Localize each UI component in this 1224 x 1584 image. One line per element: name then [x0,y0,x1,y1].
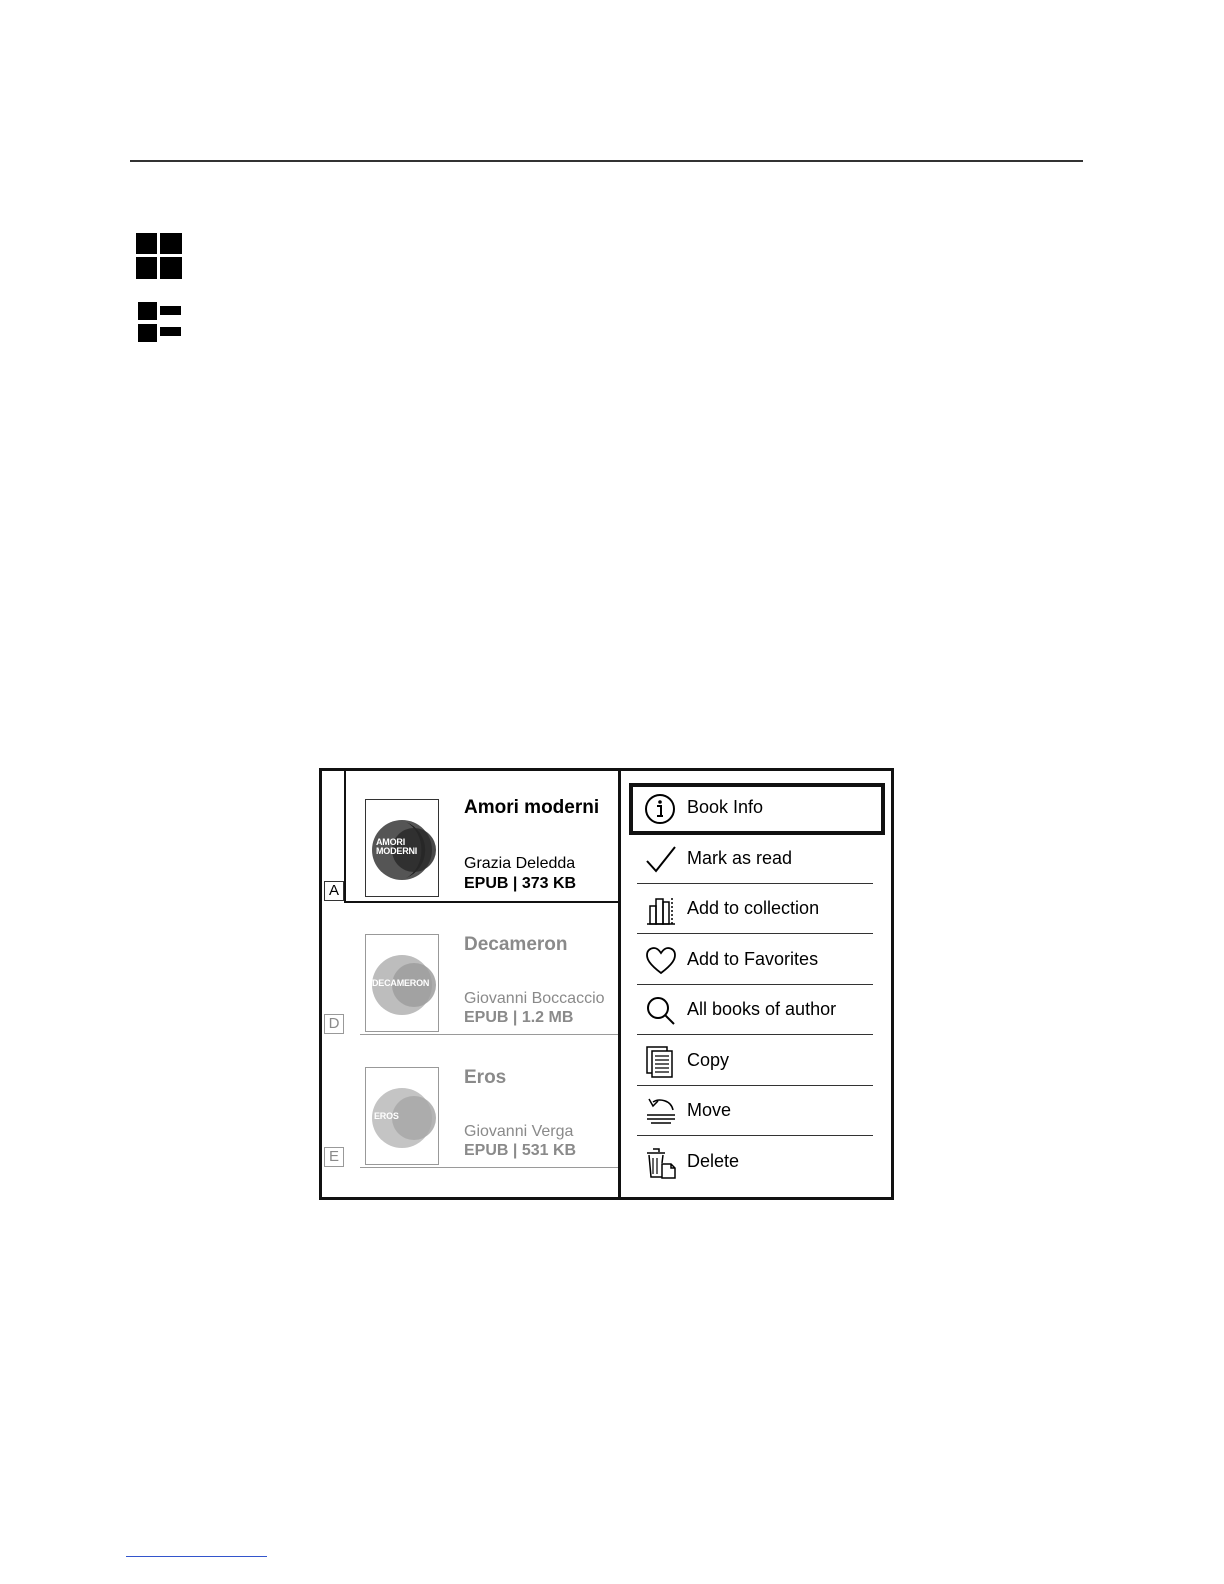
menu-item-label: Delete [687,1151,740,1171]
menu-item-label: Add to collection [687,898,820,918]
book-format-size: EPUB | 1.2 MB [464,1009,574,1026]
book-row-selected[interactable] [344,771,620,903]
header-rule [130,160,1083,162]
trash-icon [645,1147,677,1179]
grid-view-icon [136,233,182,279]
copy-icon [645,1046,677,1078]
index-letter[interactable]: D [324,1014,344,1034]
move-icon [645,1096,677,1128]
library-list [322,771,618,1197]
book-title: Decameron [464,934,568,955]
book-title: Amori moderni [464,797,600,818]
device-screen [319,768,894,1200]
all-books-of-author-button[interactable] [637,985,873,1035]
cover-title: DECAMERON [372,978,430,988]
book-row[interactable] [360,904,618,1035]
book-cover [365,934,439,1032]
menu-item-label: Move [687,1100,732,1120]
menu-item-label: Mark as read [687,848,793,868]
mark-as-read-button[interactable] [637,834,873,884]
heart-icon [645,945,677,977]
book-format-size: EPUB | 531 KB [464,1142,577,1159]
index-letter[interactable]: A [324,881,344,901]
cover-title: AMORI MODERNI [376,837,418,856]
copy-button[interactable] [637,1036,873,1086]
delete-button[interactable] [637,1137,873,1187]
checkmark-icon [645,844,677,876]
row-separator [360,1034,618,1035]
info-icon [644,793,676,825]
book-cover [365,1067,439,1165]
row-separator [360,1167,618,1168]
book-author: Grazia Deledda [464,855,576,872]
book-row[interactable] [360,1037,618,1168]
context-menu [621,771,891,1197]
menu-separator [637,1034,873,1035]
book-title: Eros [464,1067,507,1088]
search-icon [645,995,677,1027]
book-info-button[interactable] [629,783,885,835]
book-format-size: EPUB | 373 KB [464,875,577,892]
menu-item-label: Add to Favorites [687,949,819,969]
add-to-collection-button[interactable] [637,884,873,934]
add-to-favorites-button[interactable] [637,935,873,985]
index-letter[interactable]: E [324,1147,344,1167]
cover-title: EROS [374,1111,399,1121]
menu-separator [637,933,873,934]
menu-item-label: Book Info [687,797,764,817]
move-button[interactable] [637,1086,873,1136]
menu-item-label: Copy [687,1050,730,1070]
book-author: Giovanni Verga [464,1123,574,1140]
book-author: Giovanni Boccaccio [464,990,605,1007]
footnote-rule [126,1556,267,1557]
menu-separator [637,1135,873,1136]
collection-icon [645,894,677,926]
list-view-icon [138,300,182,344]
book-cover [365,799,439,897]
menu-item-label: All books of author [687,999,837,1019]
